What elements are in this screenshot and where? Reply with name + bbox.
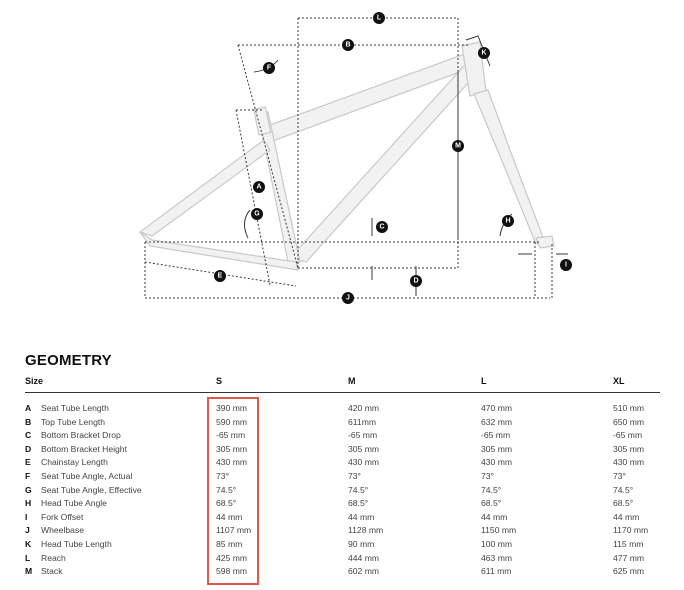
- row-name: Seat Tube Length: [41, 403, 109, 413]
- table-row: [25, 565, 665, 579]
- row-value-l: 611 mm: [481, 566, 512, 577]
- table-row: [25, 484, 665, 498]
- badge-k: [478, 47, 490, 59]
- row-value-m: 611mm: [348, 416, 377, 427]
- svg-text:L: L: [376, 14, 382, 22]
- row-value-s: 425 mm: [216, 552, 248, 563]
- row-value-s: 44 mm: [216, 511, 243, 522]
- badge-h: [502, 215, 514, 227]
- svg-text:B: B: [345, 41, 351, 49]
- row-value-s: 73°: [216, 470, 229, 481]
- row-code: D: [25, 443, 32, 454]
- table-row: [25, 456, 665, 470]
- table-row: [25, 416, 665, 430]
- table-row: [25, 497, 665, 511]
- row-value-l: 430 mm: [481, 457, 513, 468]
- row-value-xl: 510 mm: [613, 403, 645, 413]
- row-value-s: -65 mm: [216, 430, 246, 441]
- table-row: [25, 538, 665, 552]
- svg-text:I: I: [565, 261, 567, 269]
- table-row: [25, 429, 665, 443]
- row-code: A: [25, 403, 32, 413]
- row-value-s: 390 mm: [216, 403, 248, 413]
- row-value-s: 74.5°: [216, 484, 237, 495]
- badge-m: [452, 140, 464, 152]
- row-value-m: 90 mm: [348, 538, 375, 549]
- badge-b: [342, 39, 354, 51]
- row-value-m: 430 mm: [348, 457, 380, 468]
- row-code: I: [25, 511, 28, 522]
- badge-c: [376, 221, 388, 233]
- row-name: Fork Offset: [41, 511, 84, 522]
- table-row: [25, 552, 665, 566]
- row-value-l: 100 mm: [481, 538, 513, 549]
- row-name: Chainstay Length: [41, 457, 108, 468]
- row-value-xl: 625 mm: [613, 566, 645, 577]
- svg-text:K: K: [481, 49, 487, 57]
- badge-j: [342, 292, 354, 304]
- table-row: [25, 402, 665, 416]
- geometry-table: [25, 402, 665, 579]
- row-name: Head Tube Angle: [41, 498, 107, 509]
- row-value-l: 632 mm: [481, 416, 513, 427]
- svg-text:D: D: [413, 277, 419, 285]
- header-s: S: [216, 376, 223, 386]
- svg-text:H: H: [505, 217, 511, 225]
- row-value-m: 73°: [348, 470, 361, 481]
- header-xl: XL: [613, 376, 625, 386]
- row-value-s: 85 mm: [216, 538, 243, 549]
- row-value-xl: 73°: [613, 470, 626, 481]
- row-value-m: 1128 mm: [348, 525, 384, 536]
- row-name: Seat Tube Angle, Actual: [41, 470, 133, 481]
- badge-g: [251, 208, 263, 220]
- header-divider: [25, 392, 660, 393]
- table-row: [25, 443, 665, 457]
- svg-text:A: A: [256, 183, 262, 191]
- seat-stay: [140, 140, 270, 236]
- row-value-xl: 74.5°: [613, 484, 634, 495]
- row-value-m: 74.5°: [348, 484, 369, 495]
- size-s-highlight-box: [207, 397, 259, 585]
- row-value-xl: 305 mm: [613, 443, 645, 454]
- row-code: B: [25, 416, 32, 427]
- svg-text:J: J: [346, 294, 350, 302]
- row-value-l: -65 mm: [481, 430, 511, 441]
- row-value-xl: 115 mm: [613, 538, 644, 549]
- row-value-m: 420 mm: [348, 403, 380, 413]
- row-value-xl: 650 mm: [613, 416, 645, 427]
- row-code: M: [25, 566, 33, 577]
- geometry-title: GEOMETRY: [25, 352, 112, 369]
- row-value-l: 74.5°: [481, 484, 502, 495]
- row-value-l: 305 mm: [481, 443, 513, 454]
- row-value-m: 602 mm: [348, 566, 380, 577]
- row-value-m: -65 mm: [348, 430, 378, 441]
- row-name: Head Tube Length: [41, 538, 112, 549]
- row-value-s: 598 mm: [216, 566, 248, 577]
- row-value-m: 444 mm: [348, 552, 380, 563]
- row-value-xl: 68.5°: [613, 498, 634, 509]
- row-code: C: [25, 430, 32, 441]
- header-m: M: [348, 376, 356, 386]
- badge-a: [253, 181, 265, 193]
- table-row: [25, 470, 665, 484]
- row-value-xl: -65 mm: [613, 430, 643, 441]
- row-code: H: [25, 498, 32, 509]
- row-code: G: [25, 484, 32, 495]
- row-value-xl: 1170 mm: [613, 525, 649, 536]
- row-value-xl: 430 mm: [613, 457, 645, 468]
- row-name: Bottom Bracket Height: [41, 443, 127, 454]
- badge-i: [560, 259, 572, 271]
- row-name: Wheelbase: [41, 525, 84, 536]
- badge-f: [263, 62, 275, 74]
- row-code: L: [25, 552, 31, 563]
- row-name: Stack: [41, 566, 63, 577]
- geometry-header-row: [25, 376, 660, 388]
- row-name: Reach: [41, 552, 66, 563]
- row-value-m: 44 mm: [348, 511, 375, 522]
- svg-text:G: G: [254, 210, 260, 218]
- badge-l: [373, 12, 385, 24]
- table-row: [25, 524, 665, 538]
- chain-stay: [140, 232, 298, 270]
- row-value-l: 470 mm: [481, 403, 513, 413]
- header-size: Size: [25, 376, 44, 386]
- row-value-xl: 44 mm: [613, 511, 640, 522]
- svg-text:C: C: [379, 223, 385, 231]
- badge-d: [410, 275, 422, 287]
- svg-text:F: F: [266, 64, 272, 72]
- row-value-l: 68.5°: [481, 498, 502, 509]
- header-l: L: [481, 376, 487, 386]
- bike-frame: [140, 42, 554, 270]
- svg-text:M: M: [455, 142, 461, 150]
- row-code: E: [25, 457, 31, 468]
- row-value-s: 430 mm: [216, 457, 248, 468]
- row-name: Seat Tube Angle, Effective: [41, 484, 142, 495]
- row-value-l: 463 mm: [481, 552, 513, 563]
- svg-text:E: E: [217, 272, 223, 280]
- row-value-s: 1107 mm: [216, 525, 252, 536]
- row-value-l: 1150 mm: [481, 525, 517, 536]
- row-value-l: 73°: [481, 470, 494, 481]
- row-name: Top Tube Length: [41, 416, 106, 427]
- row-value-m: 68.5°: [348, 498, 369, 509]
- row-name: Bottom Bracket Drop: [41, 430, 121, 441]
- row-code: J: [25, 525, 30, 536]
- row-value-s: 590 mm: [216, 416, 248, 427]
- row-code: F: [25, 470, 31, 481]
- row-value-s: 68.5°: [216, 498, 237, 509]
- row-value-s: 305 mm: [216, 443, 248, 454]
- badge-e: [214, 270, 226, 282]
- row-code: K: [25, 538, 32, 549]
- row-value-l: 44 mm: [481, 511, 508, 522]
- row-value-xl: 477 mm: [613, 552, 645, 563]
- row-value-m: 305 mm: [348, 443, 380, 454]
- table-row: [25, 511, 665, 525]
